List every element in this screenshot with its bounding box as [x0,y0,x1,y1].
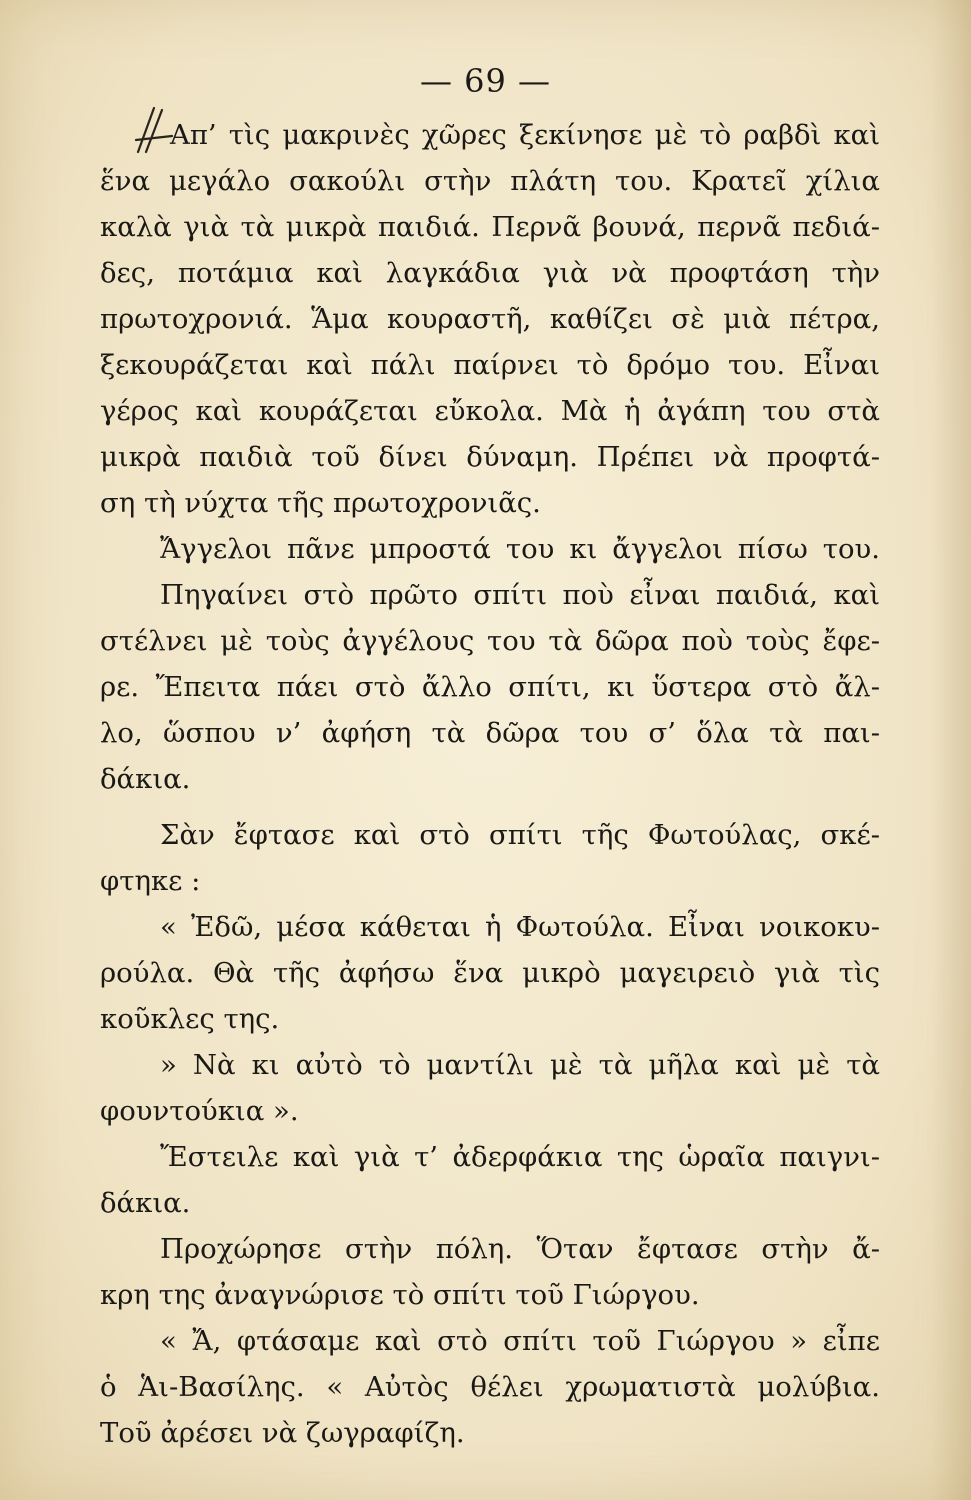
text-line: φτηκε : [100,865,201,897]
text-line: φουντούκια ». [100,1095,299,1127]
text-line: κρη της ἀναγνώρισε τὸ σπίτι τοῦ Γιώργου. [100,1279,700,1311]
text-line: » Νὰ κι αὐτὸ τὸ μαντίλι μὲ τὰ μῆλα καὶ μὲ τὰ [160,1049,880,1081]
text-line: γέρος καὶ κουράζεται εὔκολα. Μὰ ἡ ἀγάπη του στὰ [100,395,880,427]
text-line: Ἄγγελοι πᾶνε μπροστά του κι ἄγγελοι πίσω του. [160,533,880,565]
text-line: στέλνει μὲ τοὺς ἀγγέλους του τὰ δῶρα ποὺ τοὺς ἔφε- [100,625,880,657]
text-line: καλὰ γιὰ τὰ μικρὰ παιδιά. Περνᾶ βουνά, περνᾶ πεδιά- [100,211,880,243]
text-line: ὁ Ἁι-Βασίλης. « Αὐτὸς θέλει χρωματιστὰ μολύβια. [100,1371,880,1403]
text-line: ρε. Ἔπειτα πάει στὸ ἄλλο σπίτι, κι ὕστερα στὸ ἄλ- [100,671,880,703]
text-line: Τοῦ ἀρέσει νὰ ζωγραφίζη. [100,1417,465,1449]
text-line: δάκια. [100,1187,191,1219]
text-line: πρωτοχρονιά. Ἅμα κουραστῆ, καθίζει σὲ μιὰ πέτρα, [100,303,880,335]
text-line: Σὰν ἔφτασε καὶ στὸ σπίτι τῆς Φωτούλας, σκέ- [160,819,880,851]
text-line: δες, ποτάμια καὶ λαγκάδια γιὰ νὰ προφτάση τὴν [100,257,880,289]
text-line: Προχώρησε στὴν πόλη. Ὅταν ἔφτασε στὴν ἄ- [160,1233,880,1265]
text-line: δάκια. [100,763,191,795]
text-line: ξεκουράζεται καὶ πάλι παίρνει τὸ δρόμο του. Εἶναι [100,349,880,381]
page-edge-shadow [931,0,971,1500]
page-number: — 69 — [419,62,552,100]
text-line: Πηγαίνει στὸ πρῶτο σπίτι ποὺ εἶναι παιδιά, καὶ [160,579,880,611]
text-line: λο, ὥσπου ν’ ἀφήση τὰ δῶρα του σ’ ὅλα τὰ παι- [100,717,880,749]
text-line: « Ἐδῶ, μέσα κάθεται ἡ Φωτούλα. Εἶναι νοικοκυ- [160,911,880,943]
text-line: ση τὴ νύχτα τῆς πρωτοχρονιᾶς. [100,487,541,519]
text-line: κοῦκλες της. [100,1003,280,1035]
text-line: ρούλα. Θὰ τῆς ἀφήσω ἕνα μικρὸ μαγειρειὸ γιὰ τὶς [100,957,880,989]
text-line: Ἔστειλε καὶ γιὰ τ’ ἀδερφάκια της ὡραῖα παιγνι- [160,1141,880,1173]
text-line: Απ’ τὶς μακρινὲς χῶρες ξεκίνησε μὲ τὸ ραβδὶ καὶ [170,119,880,151]
text-line: μικρὰ παιδιὰ τοῦ δίνει δύναμη. Πρέπει νὰ προφτά- [100,441,880,473]
text-line: « Ἄ, φτάσαμε καὶ στὸ σπίτι τοῦ Γιώργου » εἶπε [160,1325,880,1357]
text-line: ἕνα μεγάλο σακούλι στὴν πλάτη του. Κρατεῖ χίλια [100,165,880,197]
